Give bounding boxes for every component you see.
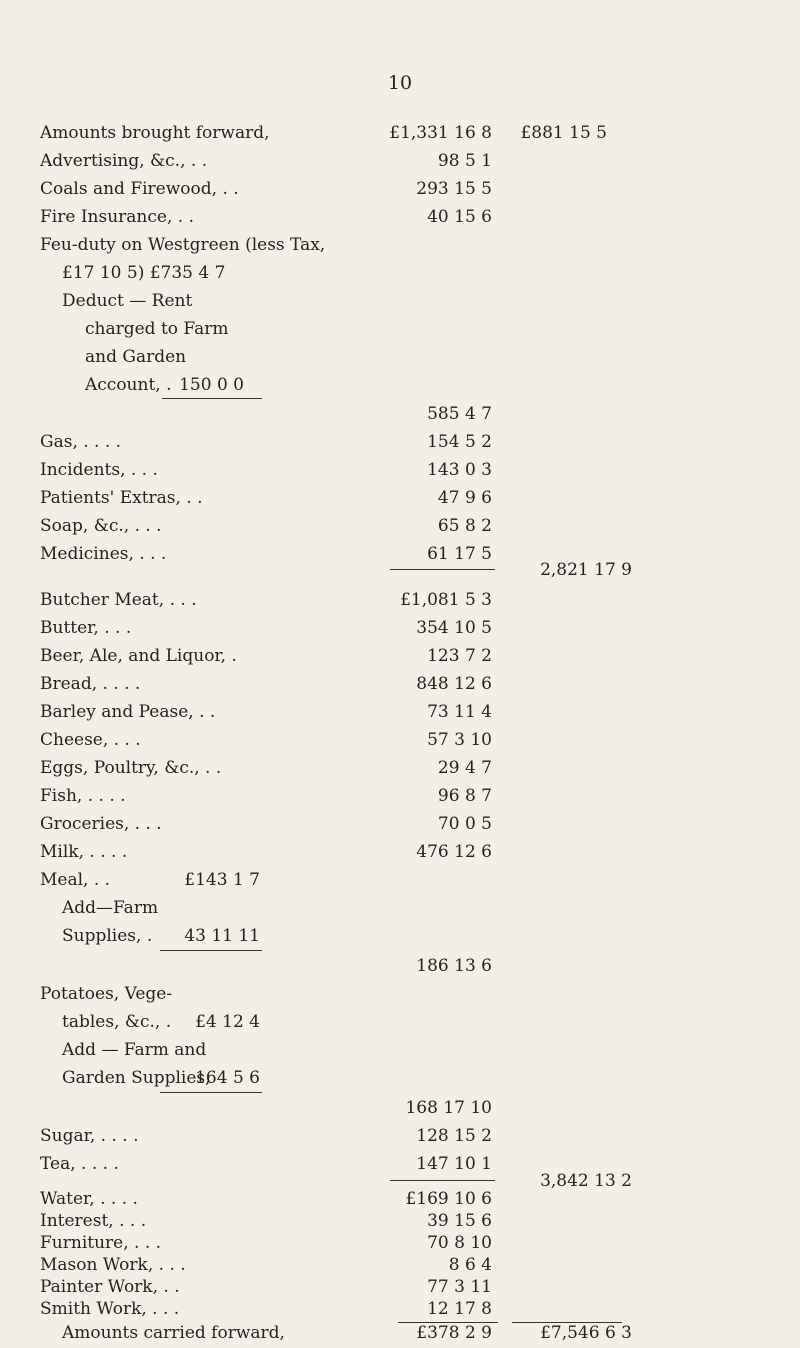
item-amount: 123 7 2 xyxy=(427,646,492,666)
ledger-row xyxy=(0,697,800,727)
ledger-row xyxy=(0,455,800,485)
ledger-row xyxy=(0,427,800,457)
item-label: Milk, . . . . xyxy=(40,842,128,862)
item-amount: 61 17 5 xyxy=(427,544,492,564)
item-amount: 57 3 10 xyxy=(427,730,492,750)
item-label: Barley and Pease, . . xyxy=(40,702,216,722)
meal-label: Meal, . . xyxy=(40,870,111,890)
ledger-row xyxy=(0,725,800,755)
ledger-row xyxy=(0,837,800,867)
carried-forward-row xyxy=(0,1318,800,1348)
meal-inner-amount: 43 11 11 xyxy=(184,926,260,946)
item-amount: 47 9 6 xyxy=(437,488,492,508)
item-label: Painter Work, . . xyxy=(40,1277,180,1297)
potatoes-line xyxy=(0,979,800,1009)
brought-forward-row xyxy=(0,118,800,148)
item-label: Advertising, &c., . . xyxy=(40,151,208,171)
brought-forward-amount-b: £881 15 5 xyxy=(520,123,607,143)
item-label: Groceries, . . . xyxy=(40,814,162,834)
item-label: Mason Work, . . . xyxy=(40,1255,186,1275)
total-row xyxy=(0,555,800,585)
item-label: Smith Work, . . . xyxy=(40,1299,180,1319)
item-amount: 128 15 2 xyxy=(416,1126,492,1146)
carried-forward-amount-b: £7,546 6 3 xyxy=(540,1323,632,1343)
feu-inner-amount: 150 0 0 xyxy=(179,375,244,395)
potatoes-label: Garden Supplies, xyxy=(62,1068,211,1088)
feu-label: Deduct — Rent xyxy=(62,291,193,311)
item-amount: 70 0 5 xyxy=(437,814,492,834)
potatoes-label: Potatoes, Vege- xyxy=(40,984,173,1004)
item-amount: 476 12 6 xyxy=(416,842,492,862)
feu-label: and Garden xyxy=(85,347,187,367)
ledger-row xyxy=(0,641,800,671)
item-amount: 77 3 11 xyxy=(427,1277,492,1297)
section-total: 3,842 13 2 xyxy=(540,1171,632,1191)
item-label: Fire Insurance, . . xyxy=(40,207,194,227)
ledger-row xyxy=(0,483,800,513)
item-amount: 40 15 6 xyxy=(427,207,492,227)
meal-line xyxy=(0,893,800,923)
item-amount: 354 10 5 xyxy=(416,618,492,638)
meal-line xyxy=(0,865,800,895)
item-label: Beer, Ale, and Liquor, . xyxy=(40,646,237,666)
item-label: Butcher Meat, . . . xyxy=(40,590,197,610)
ledger-row xyxy=(0,1121,800,1151)
item-amount: 70 8 10 xyxy=(427,1233,492,1253)
brought-forward-amount-a: £1,331 16 8 xyxy=(389,123,492,143)
ledger-row xyxy=(0,613,800,643)
feu-line xyxy=(0,286,800,316)
item-label: Bread, . . . . xyxy=(40,674,141,694)
item-label: Eggs, Poultry, &c., . . xyxy=(40,758,222,778)
feu-line xyxy=(0,370,800,400)
feu-label: £17 10 5) £735 4 7 xyxy=(62,263,226,283)
item-label: Water, . . . . xyxy=(40,1189,138,1209)
section-total: 2,821 17 9 xyxy=(540,560,632,580)
carried-forward-label: Amounts carried forward, xyxy=(62,1323,285,1343)
item-label: Fish, . . . . xyxy=(40,786,126,806)
potatoes-line xyxy=(0,1007,800,1037)
item-label: Furniture, . . . xyxy=(40,1233,162,1253)
item-amount: 143 0 3 xyxy=(427,460,492,480)
item-amount: 848 12 6 xyxy=(416,674,492,694)
feu-line xyxy=(0,314,800,344)
page-number: 10 xyxy=(387,72,413,94)
item-label: Tea, . . . . xyxy=(40,1154,119,1174)
meal-subtotal-row xyxy=(0,951,800,981)
potatoes-inner-amount: 164 5 6 xyxy=(195,1068,260,1088)
ledger-row xyxy=(0,669,800,699)
meal-label: Add—Farm xyxy=(62,898,159,918)
feu-label: Account, . xyxy=(85,375,172,395)
ledger-row xyxy=(0,146,800,176)
item-label: Sugar, . . . . xyxy=(40,1126,139,1146)
feu-label: Feu-duty on Westgreen (less Tax, xyxy=(40,235,326,255)
ledger-row xyxy=(0,174,800,204)
item-amount: 147 10 1 xyxy=(416,1154,492,1174)
item-label: Patients' Extras, . . xyxy=(40,488,203,508)
item-label: Coals and Firewood, . . xyxy=(40,179,239,199)
potatoes-line xyxy=(0,1035,800,1065)
item-amount: 8 6 4 xyxy=(448,1255,492,1275)
item-amount: 29 4 7 xyxy=(437,758,492,778)
item-amount: 39 15 6 xyxy=(427,1211,492,1231)
item-label: Cheese, . . . xyxy=(40,730,141,750)
potatoes-inner-amount: £4 12 4 xyxy=(195,1012,260,1032)
brought-forward-label: Amounts brought forward, xyxy=(40,123,270,143)
item-label: Butter, . . . xyxy=(40,618,132,638)
potatoes-line xyxy=(0,1063,800,1093)
carried-forward-amount-a: £378 2 9 xyxy=(416,1323,492,1343)
item-amount: 98 5 1 xyxy=(437,151,492,171)
item-amount: £1,081 5 3 xyxy=(400,590,492,610)
item-label: Interest, . . . xyxy=(40,1211,147,1231)
ledger-row xyxy=(0,202,800,232)
meal-subtotal: 186 13 6 xyxy=(416,956,492,976)
item-amount: 73 11 4 xyxy=(427,702,492,722)
potatoes-label: tables, &c., . xyxy=(62,1012,172,1032)
item-amount: 96 8 7 xyxy=(437,786,492,806)
item-label: Soap, &c., . . . xyxy=(40,516,162,536)
feu-label: charged to Farm xyxy=(85,319,229,339)
feu-line xyxy=(0,342,800,372)
potatoes-subtotal-row xyxy=(0,1093,800,1123)
ledger-row xyxy=(0,809,800,839)
feu-subtotal-row xyxy=(0,399,800,429)
feu-line xyxy=(0,258,800,288)
ledger-row xyxy=(0,753,800,783)
meal-line xyxy=(0,921,800,951)
item-amount: 293 15 5 xyxy=(416,179,492,199)
ledger-row xyxy=(0,511,800,541)
feu-line xyxy=(0,230,800,260)
meal-inner-amount: £143 1 7 xyxy=(184,870,260,890)
item-amount: £169 10 6 xyxy=(405,1189,492,1209)
item-amount: 12 17 8 xyxy=(427,1299,492,1319)
item-label: Medicines, . . . xyxy=(40,544,167,564)
item-label: Gas, . . . . xyxy=(40,432,122,452)
potatoes-label: Add — Farm and xyxy=(62,1040,207,1060)
potatoes-subtotal: 168 17 10 xyxy=(405,1098,492,1118)
ledger-row xyxy=(0,585,800,615)
item-amount: 65 8 2 xyxy=(437,516,492,536)
feu-subtotal: 585 4 7 xyxy=(427,404,492,424)
meal-label: Supplies, . xyxy=(62,926,153,946)
ledger-row xyxy=(0,781,800,811)
item-amount: 154 5 2 xyxy=(427,432,492,452)
item-label: Incidents, . . . xyxy=(40,460,158,480)
